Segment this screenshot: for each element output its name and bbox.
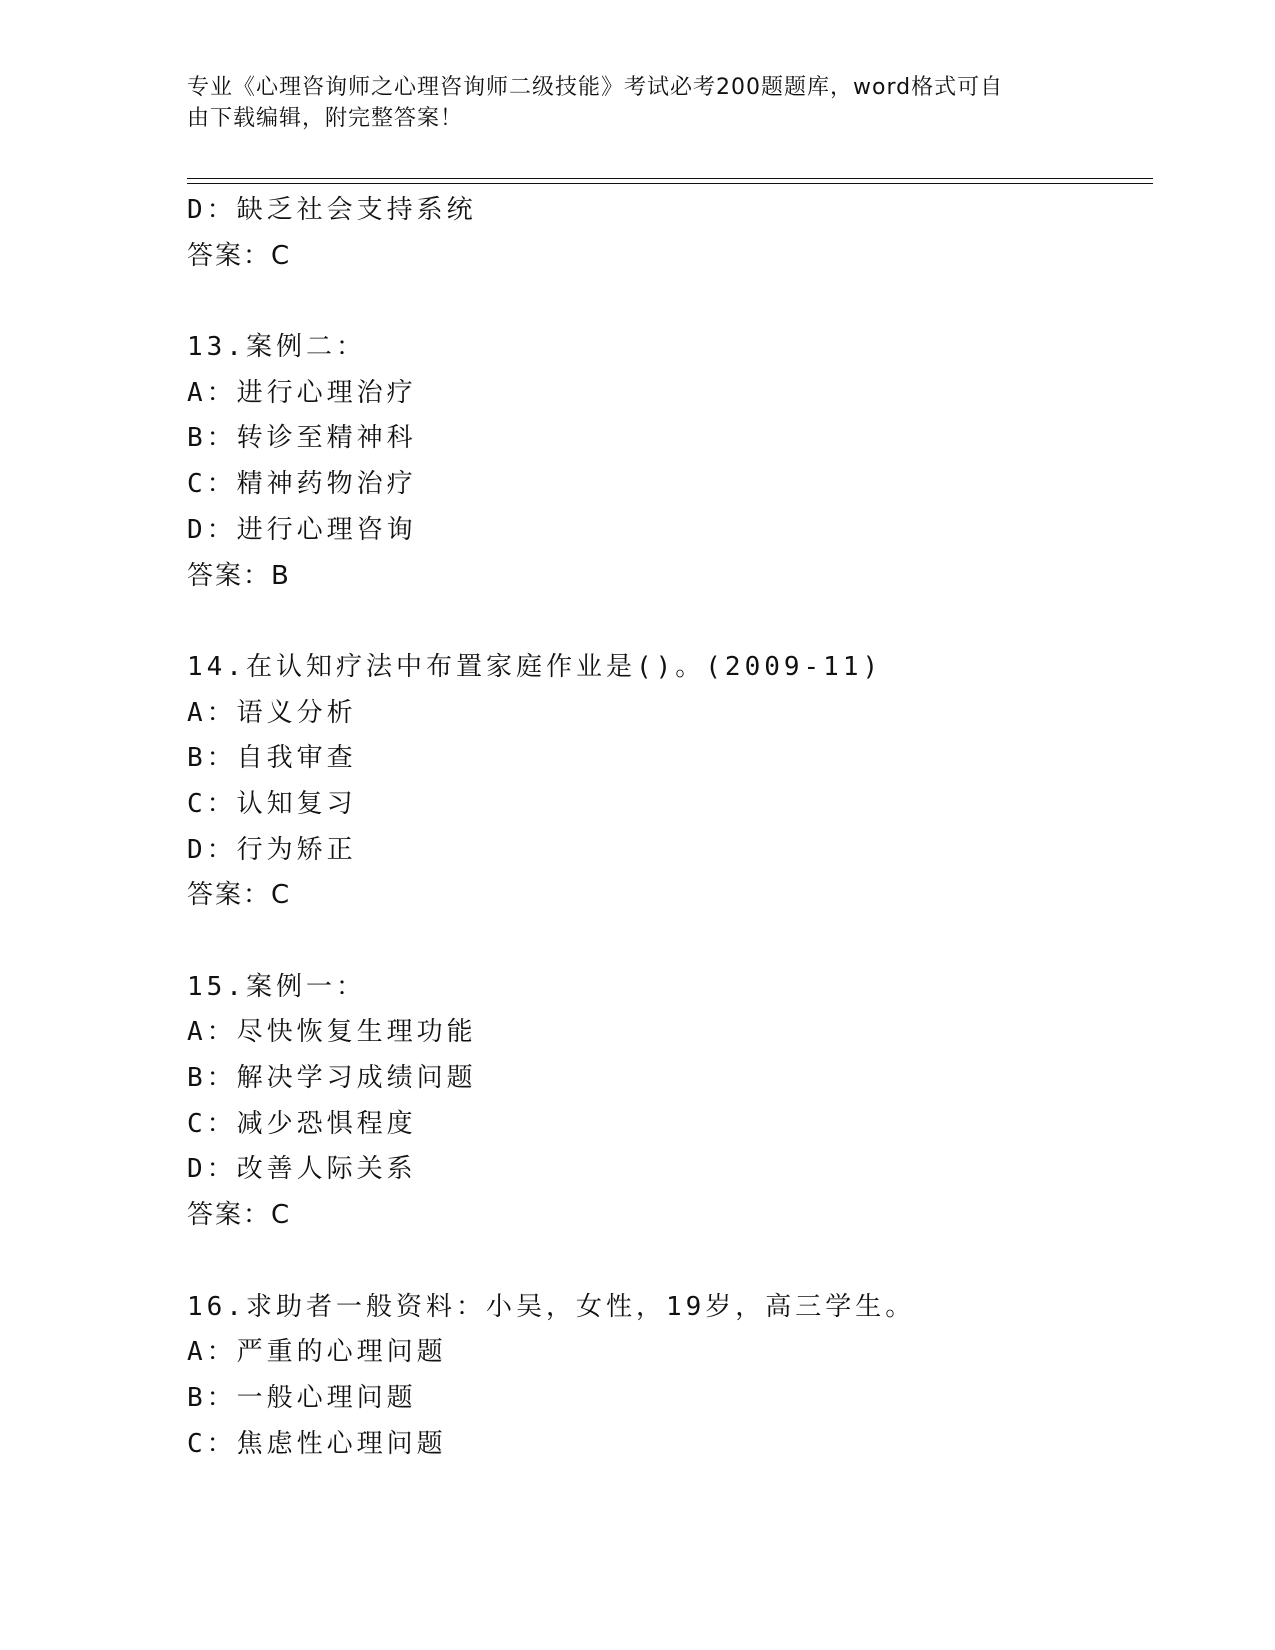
question-list	[187, 188, 1147, 1467]
spacer	[187, 279, 1147, 325]
option-a: A：尽快恢复生理功能	[187, 1017, 477, 1048]
question-16	[187, 1285, 1147, 1468]
question-stem: 14.在认知疗法中布置家庭作业是()。(2009-11)	[187, 651, 883, 682]
spacer	[187, 919, 1147, 965]
question-12-tail	[187, 188, 1147, 279]
document-header	[187, 72, 1087, 134]
option-d: D：行为矫正	[187, 834, 357, 865]
option-c: C：精神药物治疗	[187, 469, 417, 500]
answer: 答案：C	[187, 1200, 292, 1231]
spacer	[187, 599, 1147, 645]
question-stem: 16.求助者一般资料：小吴，女性，19岁，高三学生。	[187, 1291, 916, 1322]
option-a: A：严重的心理问题	[187, 1337, 447, 1368]
option-d: D：进行心理咨询	[187, 514, 417, 545]
question-stem: 15.案例一：	[187, 971, 366, 1002]
question-stem: 13.案例二：	[187, 332, 366, 363]
option-b: B：转诊至精神科	[187, 423, 417, 454]
answer: 答案：C	[187, 880, 292, 911]
option-a: A：进行心理治疗	[187, 377, 417, 408]
answer: 答案：B	[187, 560, 291, 591]
option-c: C：减少恐惧程度	[187, 1108, 417, 1139]
question-14	[187, 645, 1147, 919]
question-13	[187, 325, 1147, 599]
header-divider-bottom	[187, 183, 1153, 184]
header-line-2: 由下载编辑，附完整答案！	[187, 106, 464, 131]
question-15	[187, 965, 1147, 1239]
option-d: D：缺乏社会支持系统	[187, 195, 477, 225]
option-d: D：改善人际关系	[187, 1154, 417, 1185]
answer: 答案：C	[187, 240, 292, 271]
header-line-1: 专业《心理咨询师之心理咨询师二级技能》考试必考200题题库，word格式可自	[187, 75, 1004, 100]
option-b: B：解决学习成绩问题	[187, 1063, 477, 1094]
option-b: B：一般心理问题	[187, 1382, 417, 1413]
option-a: A：语义分析	[187, 697, 357, 728]
header-divider-top	[187, 178, 1153, 179]
option-b: B：自我审查	[187, 743, 357, 774]
option-c: C：认知复习	[187, 788, 357, 819]
spacer	[187, 1239, 1147, 1285]
option-c: C：焦虑性心理问题	[187, 1428, 447, 1459]
